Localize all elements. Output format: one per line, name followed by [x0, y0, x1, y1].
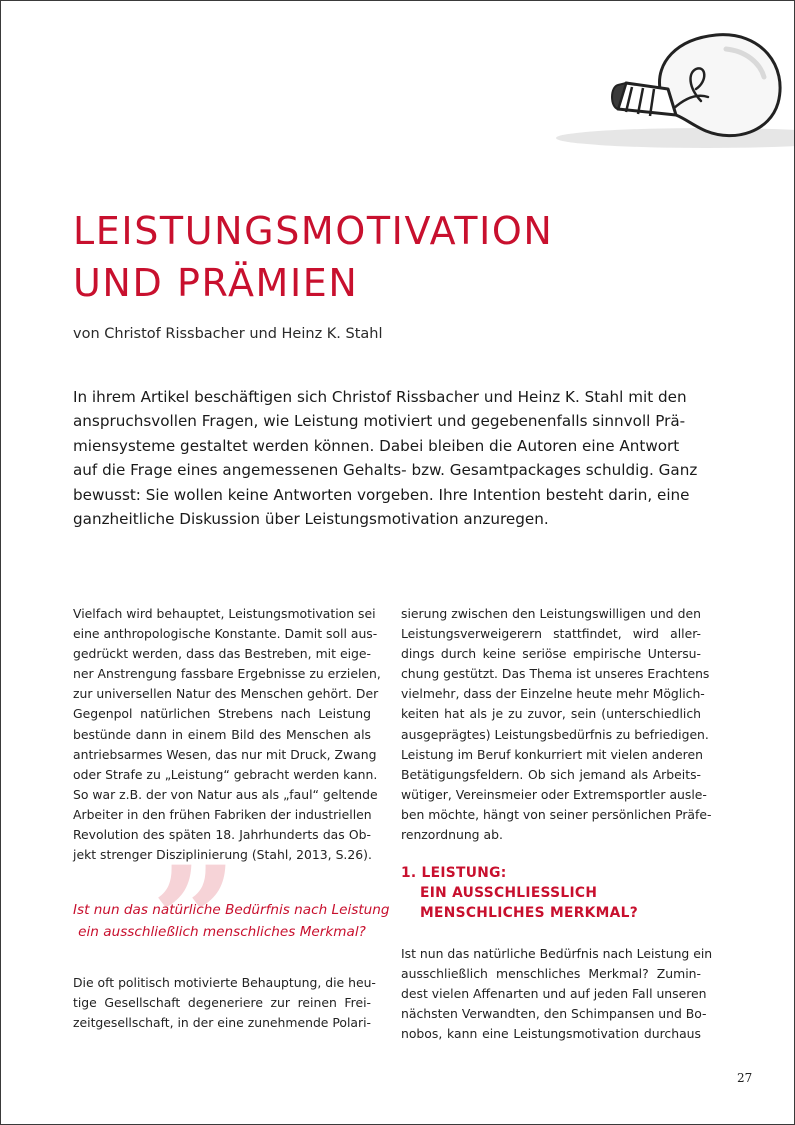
page-number: 27	[737, 1071, 753, 1085]
text-line: ben möchte, hängt von seiner persönlichen Präfe-	[401, 806, 712, 822]
text-line: sierung zwischen den Leistungswilligen und den	[401, 606, 701, 621]
text-line: oder Strafe zu „Leistung“ gebracht werden kann.	[73, 766, 378, 782]
text-line: Ist nun das natürliche Bedürfnis nach Leistung ein	[401, 946, 713, 961]
left-column-paragraph	[73, 604, 381, 865]
light-bulb-icon	[556, 11, 795, 151]
section-heading-line: 1. LEISTUNG:	[401, 865, 507, 881]
title-line: LEISTUNGSMOTIVATION	[73, 209, 554, 253]
pull-quote	[73, 899, 390, 943]
text-line: jekt strenger Disziplinierung (Stahl, 2013, S.26).	[73, 847, 372, 863]
article-title	[73, 205, 553, 309]
text-line: dest vielen Affenarten und auf jeden Fall unseren	[401, 986, 707, 1002]
text-line: vielmehr, dass der Einzelne heute mehr Möglich-	[401, 686, 705, 702]
text-line: antriebsarmes Wesen, das nur mit Druck, Zwang	[73, 746, 377, 762]
lead-line: ganzheitliche Diskussion über Leistungsmotivation anzuregen.	[73, 510, 549, 529]
pull-quote-line: ein ausschließlich menschliches Merkmal?	[78, 924, 366, 940]
right-column-paragraph	[401, 604, 712, 845]
text-line: Die oft politisch motivierte Behauptung, die heu-	[73, 975, 376, 990]
pull-quote-line: Ist nun das natürliche Bedürfnis nach Leistung	[73, 902, 390, 918]
text-line: Gegenpol natürlichen Strebens nach Leistung	[73, 706, 371, 722]
left-column-paragraph	[73, 973, 376, 1033]
text-line: nächsten Verwandten, den Schimpansen und Bo-	[401, 1006, 707, 1022]
section-heading	[401, 863, 638, 923]
lead-line: miensysteme gestaltet werden können. Dabei bleiben die Autoren eine Antwort	[73, 436, 680, 455]
lead-line: auf die Frage eines angemessenen Gehalts- bzw. Gesamtpackages schuldig. Ganz	[73, 461, 698, 480]
lead-paragraph	[73, 385, 698, 531]
text-line: dings durch keine seriöse empirische Untersu-	[401, 646, 701, 662]
lead-line: anspruchsvollen Fragen, wie Leistung motiviert und gegebenenfalls sinnvoll Prä-	[73, 412, 686, 431]
lead-line: bewusst: Sie wollen keine Antworten vorgeben. Ihre Intention besteht darin, eine	[73, 485, 690, 504]
text-line: ausgeprägtes) Leistungsbedürfnis zu befriedigen.	[401, 726, 709, 742]
lead-line: In ihrem Artikel beschäftigen sich Christof Rissbacher und Heinz K. Stahl mit den	[73, 388, 687, 406]
text-line: So war z.B. der von Natur aus als „faul“ geltende	[73, 786, 378, 802]
title-line: UND PRÄMIEN	[73, 261, 359, 305]
quote-mark-icon: ”	[151, 834, 220, 1010]
text-line: Leistung im Beruf konkurriert mit vielen anderen	[401, 746, 703, 762]
text-line: chung gestützt. Das Thema ist unseres Erachtens	[401, 666, 710, 682]
text-line: Vielfach wird behauptet, Leistungsmotivation sei	[73, 606, 376, 621]
section-heading-line: EIN AUSSCHLIESSLICH	[420, 885, 598, 901]
text-line: zur universellen Natur des Menschen gehört. Der	[73, 686, 379, 702]
text-line: zeitgesellschaft, in der eine zunehmende Polari-	[73, 1015, 372, 1031]
text-line: gedrückt werden, dass das Bestreben, mit eige-	[73, 646, 371, 662]
right-column-paragraph	[401, 944, 713, 1044]
text-line: Revolution des späten 18. Jahrhunderts das Ob-	[73, 827, 371, 843]
byline: von Christof Rissbacher und Heinz K. Stahl	[73, 326, 383, 342]
text-line: renzordnung ab.	[401, 827, 503, 843]
text-line: Leistungsverweigerern stattfindet, wird aller-	[401, 626, 701, 642]
section-heading-line: MENSCHLICHES MERKMAL?	[420, 905, 639, 921]
text-line: ner Anstrengung fassbare Ergebnisse zu erzielen,	[73, 666, 381, 682]
text-line: bestünde dann in einem Bild des Menschen als	[73, 726, 371, 742]
text-line: eine anthropologische Konstante. Damit soll aus-	[73, 626, 378, 642]
text-line: wütiger, Vereinsmeier oder Extremsportler ausle-	[401, 786, 707, 802]
text-line: Betätigungsfeldern. Ob sich jemand als Arbeits-	[401, 766, 701, 782]
text-line: Arbeiter in den frühen Fabriken der industriellen	[73, 806, 372, 822]
text-line: nobos, kann eine Leistungsmotivation durchaus	[401, 1026, 701, 1042]
text-line: ausschließlich menschliches Merkmal? Zumin-	[401, 966, 701, 982]
text-line: keiten hat als je zu zuvor, sein (unterschiedlich	[401, 706, 701, 722]
text-line: tige Gesellschaft degeneriere zur reinen Frei-	[73, 995, 371, 1011]
